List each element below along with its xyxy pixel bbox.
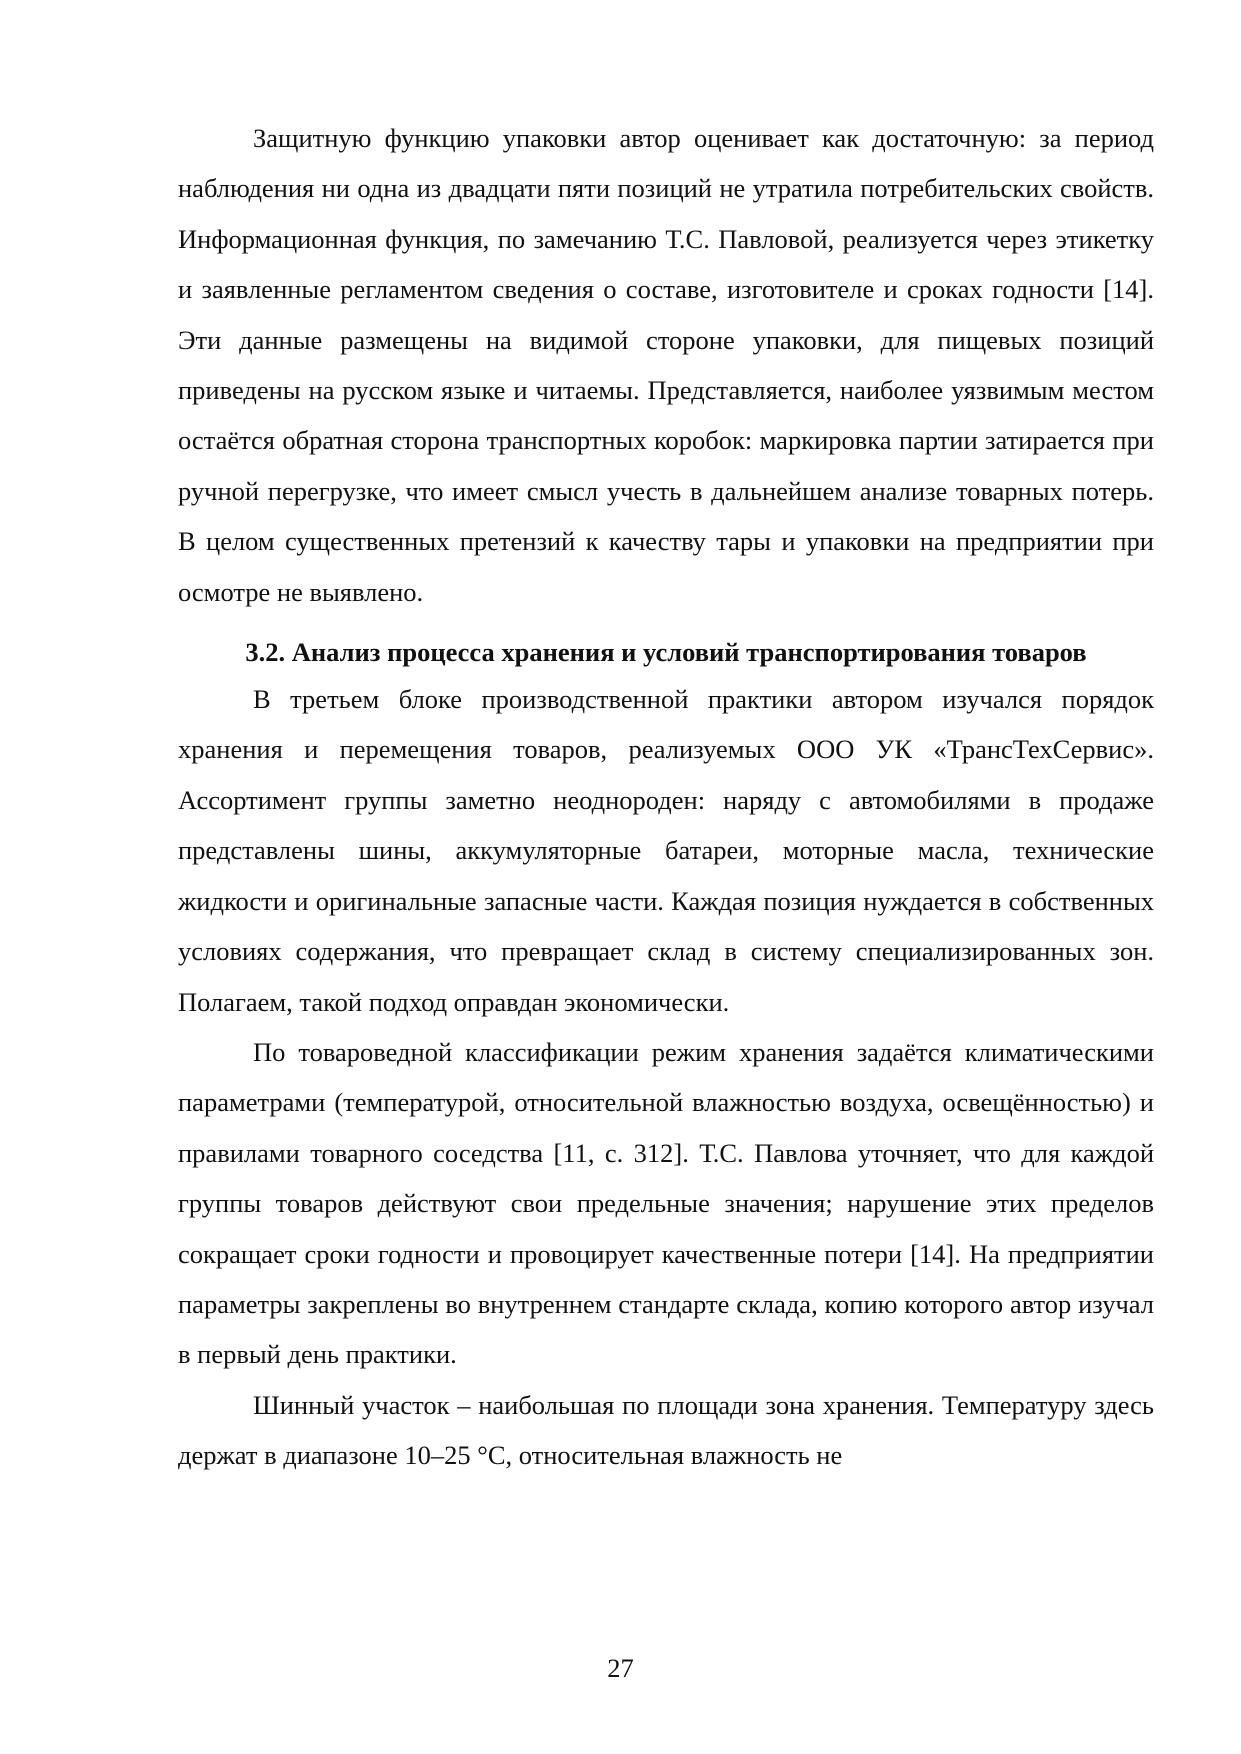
paragraph-packaging-assessment: Защитную функцию упаковки автор оценивает как достаточную: за период наблюдения ни одна из двадцати пяти позиций не утратила потребительских свойств. Информационная функция, по замечанию Т.С. Павловой, реализуется через этикетку и заявленные регламентом сведения о составе, изготовителе и сроках годности [14]. Эти данные размещены на видимой стороне упаковки, для пищевых позиций приведены на русском языке и читаемы. Представляется, наиболее уязвимым местом остаётся обратная сторона транспортных коробок: маркировка партии затирается при ручной перегрузке, что имеет смысл учесть в дальнейшем анализе товарных потерь. В целом существенных претензий к качеству тары и упаковки на предприятии при осмотре не выявлено. xyxy=(178,123,1154,607)
paragraph-storage-overview: В третьем блоке производственной практики автором изучался порядок хранения и перемещения товаров, реализуемых ООО УК «ТрансТехСервис». Ассортимент группы заметно неоднороден: наряду с автомобилями в продаже представлены шины, аккумуляторные батареи, моторные масла, технические жидкости и оригинальные запасные части. Каждая позиция нуждается в собственных условиях содержания, что превращает склад в систему специализированных зон. Полагаем, такой подход оправдан экономически. xyxy=(178,684,1154,1017)
section-heading: 3.2. Анализ процесса хранения и условий транспортирования товаров xyxy=(245,637,1087,668)
page-number: 27 xyxy=(607,1653,634,1683)
paragraph-tire-section: Шинный участок – наибольшая по площади зона хранения. Температуру здесь держат в диапазоне 10–25 °С, относительная влажность не xyxy=(178,1389,1154,1471)
document-page xyxy=(178,113,1154,1481)
paragraph-storage-classification: По товароведной классификации режим хранения задаётся климатическими параметрами (температурой, относительной влажностью воздуха, освещённостью) и правилами товарного соседства [11, с. 312]. Т.С. Павлова уточняет, что для каждой группы товаров действуют свои предельные значения; нарушение этих пределов сокращает сроки годности и провоцирует качественные потери [14]. На предприятии параметры закреплены во внутреннем стандарте склада, копию которого автор изучал в первый день практики. xyxy=(178,1036,1154,1370)
